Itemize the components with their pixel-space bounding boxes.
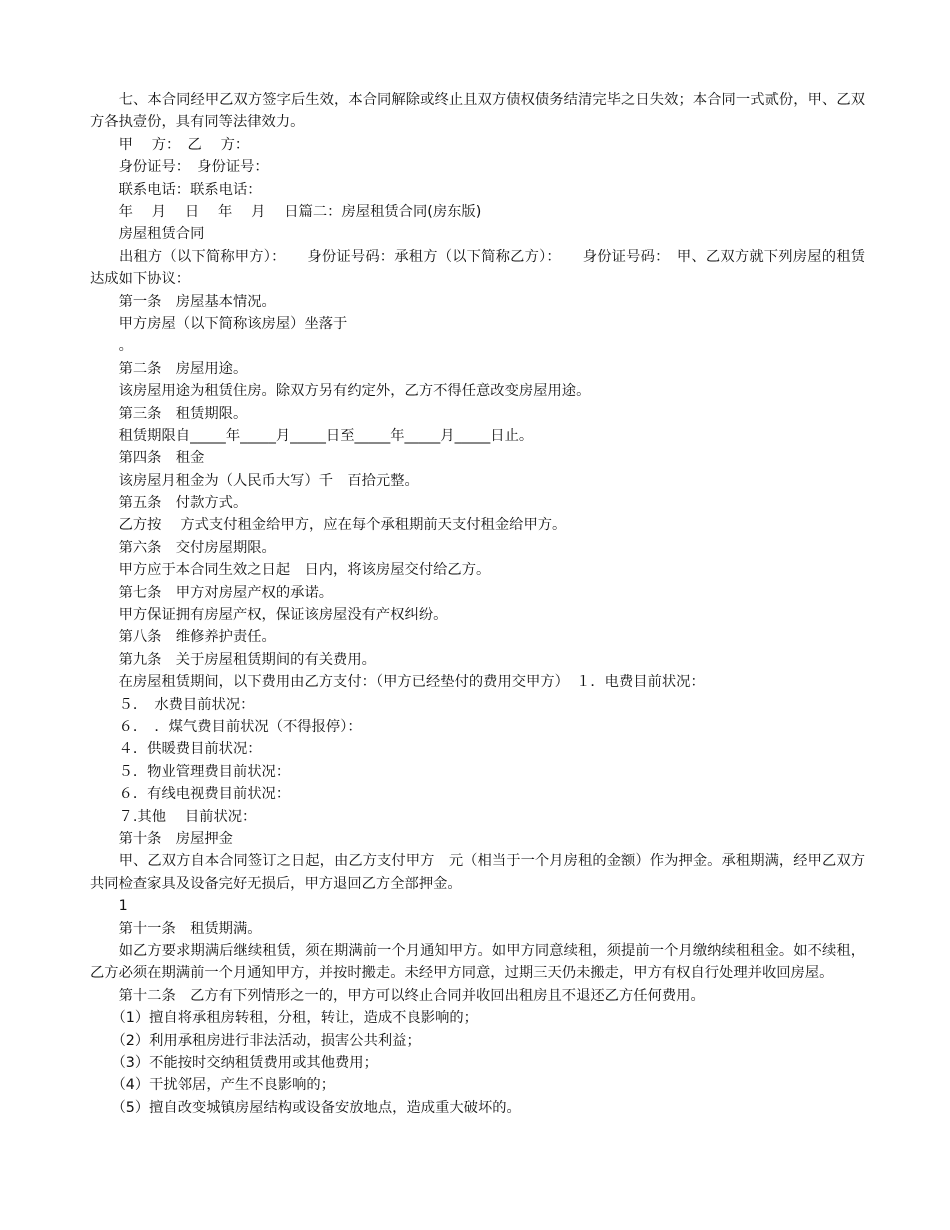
contract-line: （1）擅自将承租房转租，分租，转让，造成不良影响的； <box>90 1010 478 1027</box>
contract-line: 1 <box>90 898 128 915</box>
contract-line: 第十二条 乙方有下列情形之一的，甲方可以终止合同并收回出租房且不退还乙方任何费用。 <box>90 987 705 1004</box>
contract-line: 第十条 房屋押金 <box>90 830 233 847</box>
contract-line: 身份证号： 身份证号： <box>90 159 269 176</box>
contract-line: 该房屋用途为租赁住房。除双方另有约定外，乙方不得任意改变房屋用途。 <box>90 383 591 400</box>
contract-line: ５．物业管理费目前状况： <box>90 763 291 780</box>
contract-line: 乙方按 方式支付租金给甲方，应在每个承租期前天支付租金给甲方。 <box>90 517 567 534</box>
contract-line: 甲方保证拥有房屋产权，保证该房屋没有产权纠纷。 <box>90 607 448 624</box>
contract-paragraph: 出租方（以下简称甲方）： 身份证号码：承租方（以下简称乙方）： 身份证号码： 甲、乙双方就下列房屋的租赁达成如下协议： <box>90 248 865 288</box>
contract-line: 第一条 房屋基本情况。 <box>90 293 276 310</box>
contract-line: 第三条 租赁期限。 <box>90 405 248 422</box>
contract-page <box>90 89 865 1119</box>
contract-line: 甲 方： 乙 方： <box>90 136 250 153</box>
contract-line: 联系电话：联系电话： <box>90 181 262 198</box>
contract-line: 第十一条 租赁期满。 <box>90 920 262 937</box>
contract-line: ５． 水费目前状况： <box>90 696 255 713</box>
contract-line: 在房屋租赁期间，以下费用由乙方支付：（甲方已经垫付的费用交甲方） １．电费目前状况： <box>90 674 705 691</box>
contract-line: ４．供暖费目前状况： <box>90 741 262 758</box>
contract-line: ７.其他 目前状况： <box>90 808 257 825</box>
contract-line: 房屋租赁合同 <box>90 226 205 243</box>
contract-line: （5）擅自改变城镇房屋结构或设备安放地点，造成重大破坏的。 <box>90 1099 521 1116</box>
contract-line: 甲方应于本合同生效之日起 日内，将该房屋交付给乙方。 <box>90 562 491 579</box>
contract-line: 年 月 日 年 月 日篇二：房屋租赁合同(房东版) <box>90 203 482 220</box>
contract-line: 甲方房屋（以下简称该房屋）坐落于 <box>90 315 348 332</box>
contract-line: 第七条 甲方对房屋产权的承诺。 <box>90 584 334 601</box>
contract-line: （4）干扰邻居，产生不良影响的； <box>90 1077 335 1094</box>
contract-line: ６．有线电视费目前状况： <box>90 786 291 803</box>
contract-line: 租赁期限自_____年_____月_____日至_____年_____月_____日止。 <box>90 427 534 444</box>
contract-paragraph: 如乙方要求期满后继续租赁，须在期满前一个月通知甲方。如甲方同意续租，须提前一个月缴纳续租租金。如不续租，乙方必须在期满前一个月通知甲方，并按时搬走。未经甲方同意，过期三天仍未搬走，甲方有权自行处理并收回房屋。 <box>90 942 865 982</box>
contract-line: 。 <box>90 338 133 355</box>
contract-line: ６． ．煤气费目前状况（不得报停）： <box>90 719 362 735</box>
contract-paragraph: 七、本合同经甲乙双方签字后生效，本合同解除或终止且双方债权债务结清完毕之日失效；本合同一式贰份，甲、乙双方各执壹份，具有同等法律效力。 <box>90 92 865 131</box>
contract-line: （2）利用承租房进行非法活动，损害公共利益； <box>90 1032 421 1049</box>
contract-line: 第四条 租金 <box>90 450 205 467</box>
contract-paragraph: 甲、乙双方自本合同签订之日起，由乙方支付甲方 元（相当于一个月房租的金额）作为押金。承租期满，经甲乙双方共同检查家具及设备完好无损后，甲方退回乙方全部押金。 <box>90 853 865 892</box>
contract-line: 第二条 房屋用途。 <box>90 360 248 377</box>
contract-line: 该房屋月租金为（人民币大写）千 百拾元整。 <box>90 472 419 489</box>
contract-line: 第八条 维修养护责任。 <box>90 629 276 646</box>
contract-line: （3）不能按时交纳租赁费用或其他费用； <box>90 1054 378 1071</box>
contract-line: 第六条 交付房屋期限。 <box>90 539 276 556</box>
contract-line: 第五条 付款方式。 <box>90 495 248 512</box>
contract-line: 第九条 关于房屋租赁期间的有关费用。 <box>90 651 376 668</box>
